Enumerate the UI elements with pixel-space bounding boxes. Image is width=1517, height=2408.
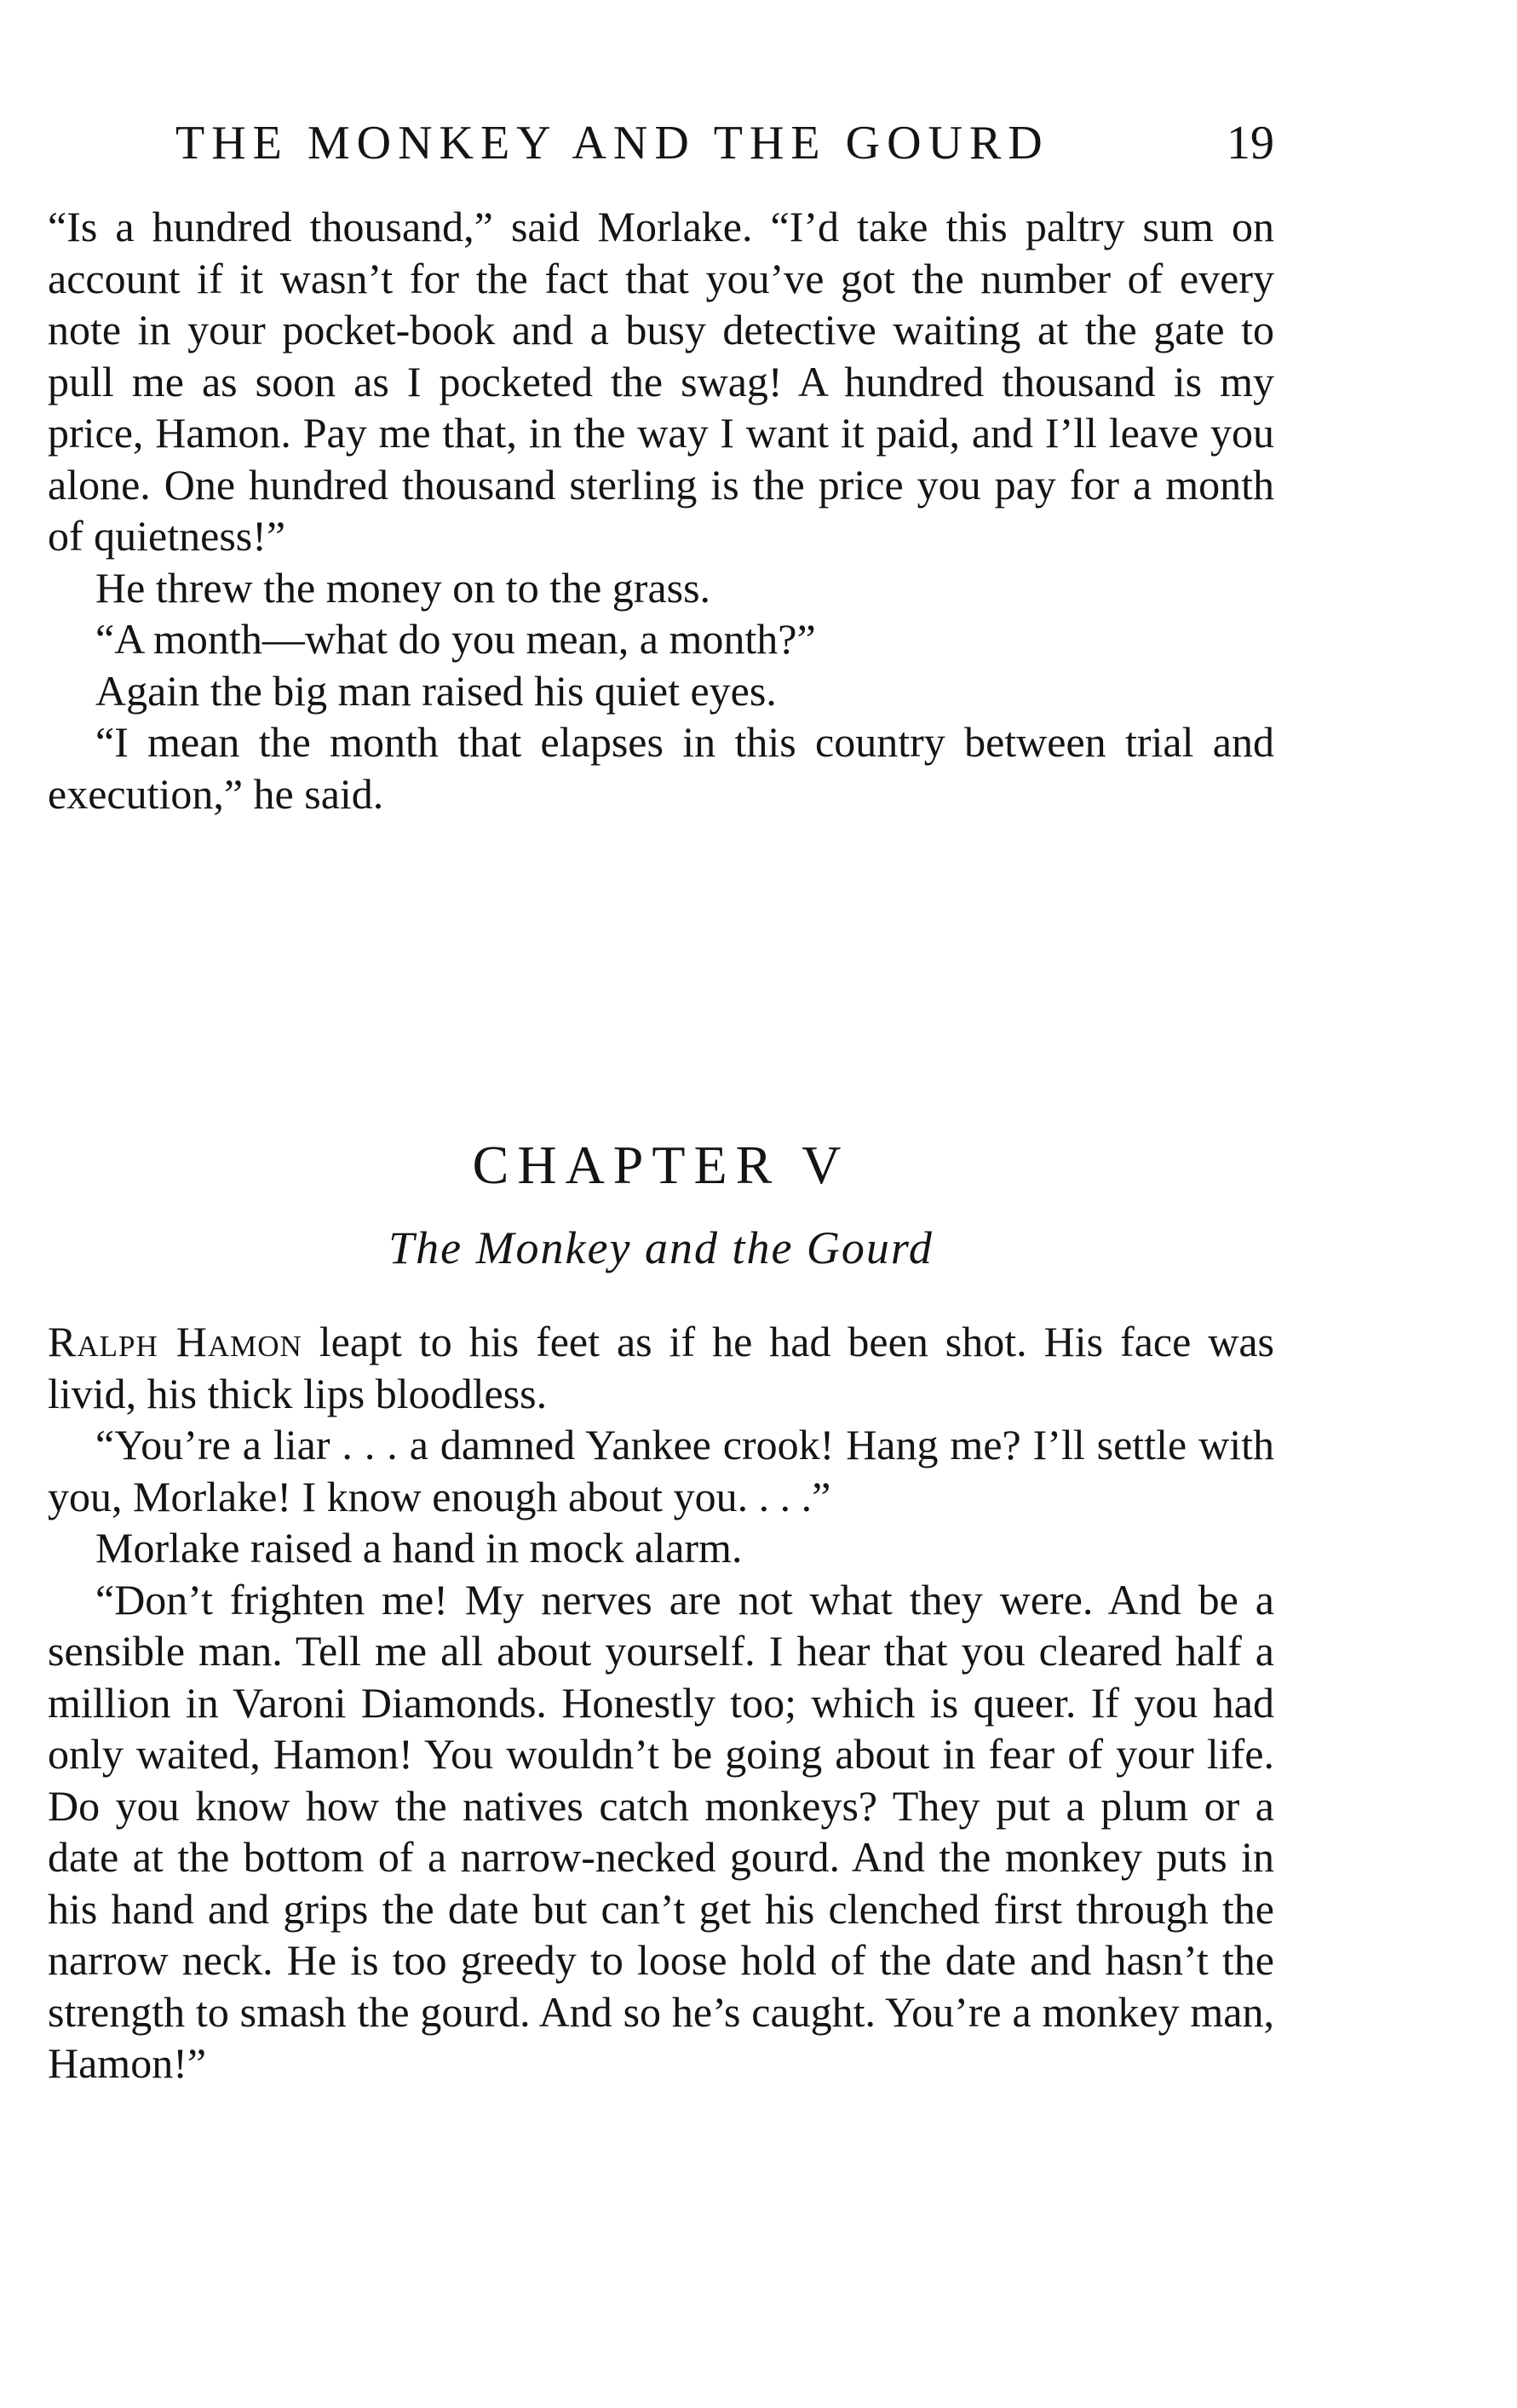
paragraph: He threw the money on to the grass. [95, 563, 711, 612]
chapter-heading: CHAPTER V [472, 1135, 850, 1195]
running-header [48, 109, 1274, 177]
opening-text: leapt to his feet as if he had been shot. His face was livid, his thick lips bloodless. [48, 1318, 1274, 1417]
paragraph: “I mean the month that elapses in this country between trial and execution,” he said. [48, 718, 1274, 818]
chapter-text-block [48, 1316, 1274, 2089]
paragraph: Morlake raised a hand in mock alarm. [95, 1524, 743, 1572]
page-number: 19 [1227, 117, 1274, 170]
running-title: THE MONKEY AND THE GOURD [175, 117, 1049, 170]
opening-name: Ralph Hamon [48, 1318, 302, 1365]
top-text-block [48, 201, 1274, 819]
paragraph: “A month—what do you mean, a month?” [95, 615, 816, 663]
paragraph: “Is a hundred thousand,” said Morlake. “I’d take this paltry sum on account if it wasn’t for the fact that you’ve got the number of every note in your pocket-book and a busy detective waiting at the gate to pull me as soon as I pocketed the swag! A hundred thousand is my price, Hamon. Pay me that, in the way I want it paid, and I’ll leave you alone. One hundred thousand sterling is the price you pay for a month of quietness!” [48, 203, 1274, 560]
opening-paragraph [48, 1316, 1274, 1419]
paragraph: “You’re a liar . . . a damned Yankee crook! Hang me? I’ll settle with you, Morlake! I know enough about you. . . .” [48, 1421, 1274, 1520]
paragraph: Again the big man raised his quiet eyes. [95, 666, 777, 715]
paragraph: “Don’t frighten me! My nerves are not what they were. And be a sensible man. Tell me all about yourself. I hear that you cleared half a million in Varoni Diamonds. Honestly too; which is queer. If you had only waited, Hamon! You wouldn’t be going about in fear of your life. Do you know how the natives catch monkeys? They put a plum or a date at the bottom of a narrow-necked gourd. And the monkey puts in his hand and grips the date but can’t get his clenched first through the narrow neck. He is too greedy to loose hold of the date and hasn’t the strength to smash the gourd. And so he’s caught. You’re a monkey man, Hamon!” [48, 1575, 1274, 2087]
chapter-subtitle: The Monkey and the Gourd [388, 1222, 934, 1273]
